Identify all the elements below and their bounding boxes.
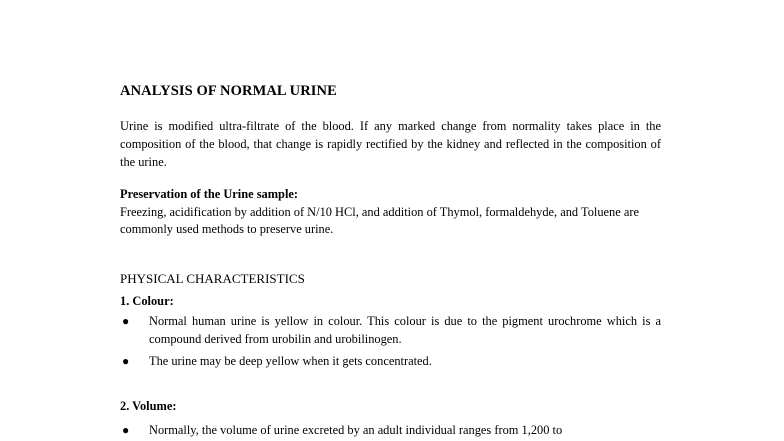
bullet-icon: ● — [122, 423, 130, 437]
physical-characteristics-heading: PHYSICAL CHARACTERISTICS — [120, 271, 305, 286]
document-page — [120, 0, 661, 441]
list-item-text: The urine may be deep yellow when it gets concentrated. — [149, 354, 432, 368]
list-item-text: Normally, the volume of urine excreted by an adult individual ranges from 1,200 to — [149, 423, 563, 437]
list-item-text: Normal human urine is yellow in colour. This colour is due to the pigment urochrome which is a compound derived from urobilin and urobilinogen. — [149, 314, 661, 346]
bullet-icon: ● — [122, 314, 130, 328]
volume-heading: 2. Volume: — [120, 399, 177, 413]
colour-heading: 1. Colour: — [120, 294, 174, 308]
preservation-paragraph: Freezing, acidification by addition of N/10 HCl, and addition of Thymol, formaldehyde, and Toluene are commonly used methods to preserve urine. — [120, 205, 639, 236]
preservation-heading: Preservation of the Urine sample: — [120, 187, 299, 201]
intro-paragraph: Urine is modified ultra-filtrate of the blood. If any marked change from normality takes place in the composition of the blood, that change is rapidly rectified by the kidney and reflected in the composition of the urine. — [120, 119, 661, 169]
bullet-icon: ● — [122, 354, 130, 368]
document-title: ANALYSIS OF NORMAL URINE — [120, 83, 337, 99]
